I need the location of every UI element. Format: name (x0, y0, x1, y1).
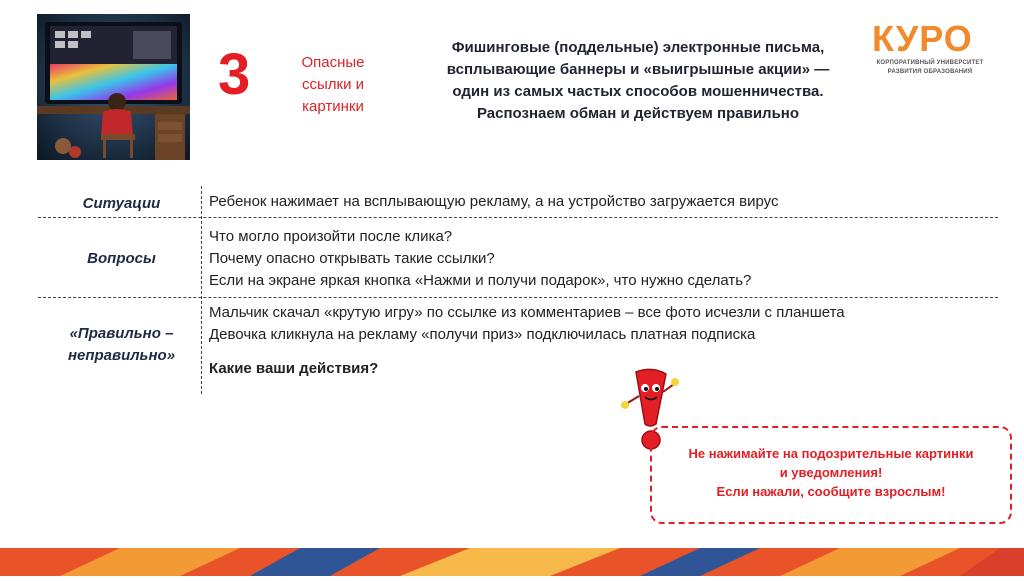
slide-number: 3 (218, 42, 251, 107)
headline-line: Распознаем обман и действуем правильно (476, 105, 800, 122)
headline (418, 37, 858, 125)
row-line: Ребенок нажимает на всплывающую рекламу, а на устройство загружается вирус (209, 193, 779, 210)
row-question: Какие ваши действия? (209, 360, 379, 377)
decorative-footer-stripes (0, 548, 1024, 576)
topic-title: Опасные ссылки и картинки (301, 54, 365, 115)
warning-tip-box (650, 426, 1012, 524)
tip-line: Если нажали, сообщите взрослым! (716, 484, 946, 499)
headline-line: всплывающие баннеры и «выигрышные акции» — (446, 61, 830, 78)
row-line: Почему опасно открывать такие ссылки? (209, 250, 495, 267)
tip-line: и уведомления! (779, 465, 883, 480)
row-label-situations: Ситуации (82, 195, 161, 212)
tip-text (652, 444, 1010, 501)
table-divider (38, 217, 998, 218)
row-label-right-wrong (44, 323, 199, 367)
row-line: Мальчик скачал «крутую игру» по ссылке из комментариев – все фото исчезли с планшета (209, 304, 845, 321)
table-divider (38, 297, 998, 298)
headline-line: один из самых частых способов мошенничества. (452, 83, 824, 100)
row-line: Девочка кликнула на рекламу «получи приз» подключилась платная подписка (209, 326, 756, 343)
logo-word: КУРО (872, 18, 973, 59)
tip-line: Не нажимайте на подозрительные картинки (688, 446, 974, 461)
row-line: Если на экране яркая кнопка «Нажми и получи подарок», что нужно сделать? (209, 272, 752, 289)
headline-line: Фишинговые (поддельные) электронные письма, (451, 39, 825, 56)
logo-line: КОРПОРАТИВНЫЙ УНИВЕРСИТЕТ (876, 60, 984, 66)
logo-line: РАЗВИТИЯ ОБРАЗОВАНИЯ (887, 69, 973, 75)
row-label-line: «Правильно – (69, 325, 174, 342)
row-content-right-wrong (209, 302, 845, 380)
row-content-questions (209, 226, 751, 292)
row-content-situations (209, 191, 778, 213)
row-line: Что могло произойти после клика? (209, 228, 453, 245)
child-at-computer-image (37, 14, 190, 160)
row-label-questions: Вопросы (87, 250, 156, 267)
row-label-line: неправильно» (67, 347, 176, 364)
kuro-logo (868, 18, 992, 88)
